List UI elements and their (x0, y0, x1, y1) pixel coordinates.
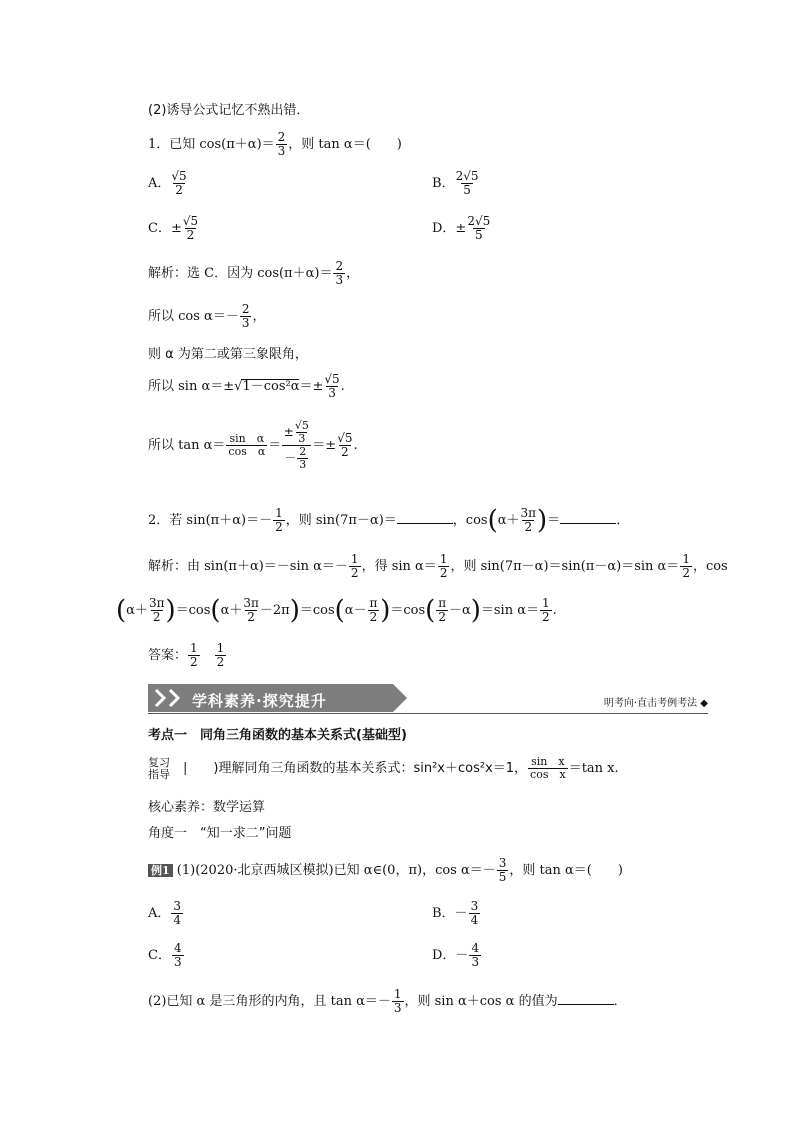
q1-solution-5: 所以 tan α＝ $\frac{\text{sin α}}{\text{cos α}}$ ＝ ± $\frac{√5}{3}$ － $\frac{2}{3}$ ＝± $\frac{√5}{2}$ . (148, 419, 358, 471)
ex1-option-b[interactable]: B．－ $\frac{3}{4}$ (432, 899, 479, 927)
banner-bar (148, 684, 393, 712)
core-literacy: 核心素养：数学运算 (148, 800, 266, 815)
angle-heading: 角度一 “知一求二”问题 (148, 826, 292, 841)
q1-option-a[interactable]: A． $\frac{√5}{2}$ (148, 169, 187, 197)
ex1-stem: 例1 (1)(2020·北京西城区模拟)已知 α∈(0，π)，cos α＝－ $\frac{3}{5}$ ，则 tan α＝( ) (148, 857, 623, 884)
q2-solution-line-1: 解析：由 sin(π＋α)＝－sin α＝－ $\frac{1}{2}$ ，得 sin α＝ $\frac{1}{2}$ ，则 sin(7π－α)＝sin(π－α)＝sin α＝ $\frac{1}{2}$ ，cos (148, 552, 728, 580)
q1-stem: 1．已知 cos(π＋α)＝ $\frac{2}{3}$ ，则 tan α＝( ) (148, 130, 402, 158)
q1-option-c[interactable]: C．± $\frac{√5}{2}$ (148, 214, 199, 242)
q1-option-d[interactable]: D．± $\frac{2√5}{5}$ (432, 214, 491, 242)
q1-solution-1: 解析：选 C．因为 cos(π＋α)＝ $\frac{2}{3}$ ， (148, 259, 360, 287)
ex1-option-c[interactable]: C． $\frac{4}{3}$ (148, 941, 182, 969)
chevron-right-icon (168, 688, 180, 708)
banner-title: 学科素养·探究提升 (192, 692, 327, 710)
section-banner (148, 684, 708, 714)
ex1-option-d[interactable]: D．－ $\frac{4}{3}$ (432, 941, 480, 969)
q1-solution-2: 所以 cos α＝－ $\frac{2}{3}$ ， (148, 302, 266, 330)
q2-solution-line-2: (α＋ $\frac{3\pi}{2}$ )＝cos(α＋ $\frac{3\pi}{2}$ －2π)＝cos(α－ $\frac{\pi}{2}$ )＝cos( $\frac{\pi}{2}$ －α)＝sin α＝ $\frac{1}{2}$ . (116, 595, 557, 626)
q2-answer: 答案： $\frac{1}{2}$ $\frac{1}{2}$ (148, 641, 225, 669)
q1-solution-3: 则 α 为第二或第三象限角， (148, 347, 308, 362)
q2-stem: 2．若 sin(π＋α)＝－ $\frac{1}{2}$ ，则 sin(7π－α)＝ ，cos(α＋ $\frac{3\pi}{2}$ )＝ ． (148, 505, 630, 536)
review-guide: 复习 指导 | )理解同角三角函数的基本关系式：sin²x＋cos²x＝1， $\frac{\text{sin x}}{\text{cos x}}$ ＝tan x. (148, 755, 619, 781)
review-guide-label: 复习 指导 (148, 755, 170, 781)
ex1-option-a[interactable]: A． $\frac{3}{4}$ (148, 899, 182, 927)
q2-blank-2[interactable] (560, 522, 616, 524)
ex1-answer-blank[interactable] (558, 1003, 614, 1005)
q1-option-b[interactable]: B． $\frac{2√5}{5}$ (432, 169, 479, 197)
point-heading: 考点一 同角三角函数的基本关系式(基础型) (148, 728, 407, 743)
intro-text: (2)诱导公式记忆不熟出错． (148, 103, 310, 118)
q1-solution-4: 所以 sin α＝±√1－cos²α＝± $\frac{√5}{3}$ . (148, 372, 345, 400)
diamond-icon: ◆ (700, 698, 708, 709)
example-label: 例1 (148, 864, 173, 877)
q2-blank-1[interactable] (397, 522, 453, 524)
ex1-part2: (2)已知 α 是三角形的内角，且 tan α＝－ $\frac{1}{3}$ ，则 sin α＋cos α 的值为 ． (148, 987, 627, 1015)
banner-right-tag: 明考向·直击考例考法 ◆ (603, 698, 708, 709)
chevron-right-icon (154, 688, 166, 708)
banner-divider (148, 713, 708, 714)
tan-big-fraction: ± $\frac{√5}{3}$ － $\frac{2}{3}$ (282, 420, 311, 471)
